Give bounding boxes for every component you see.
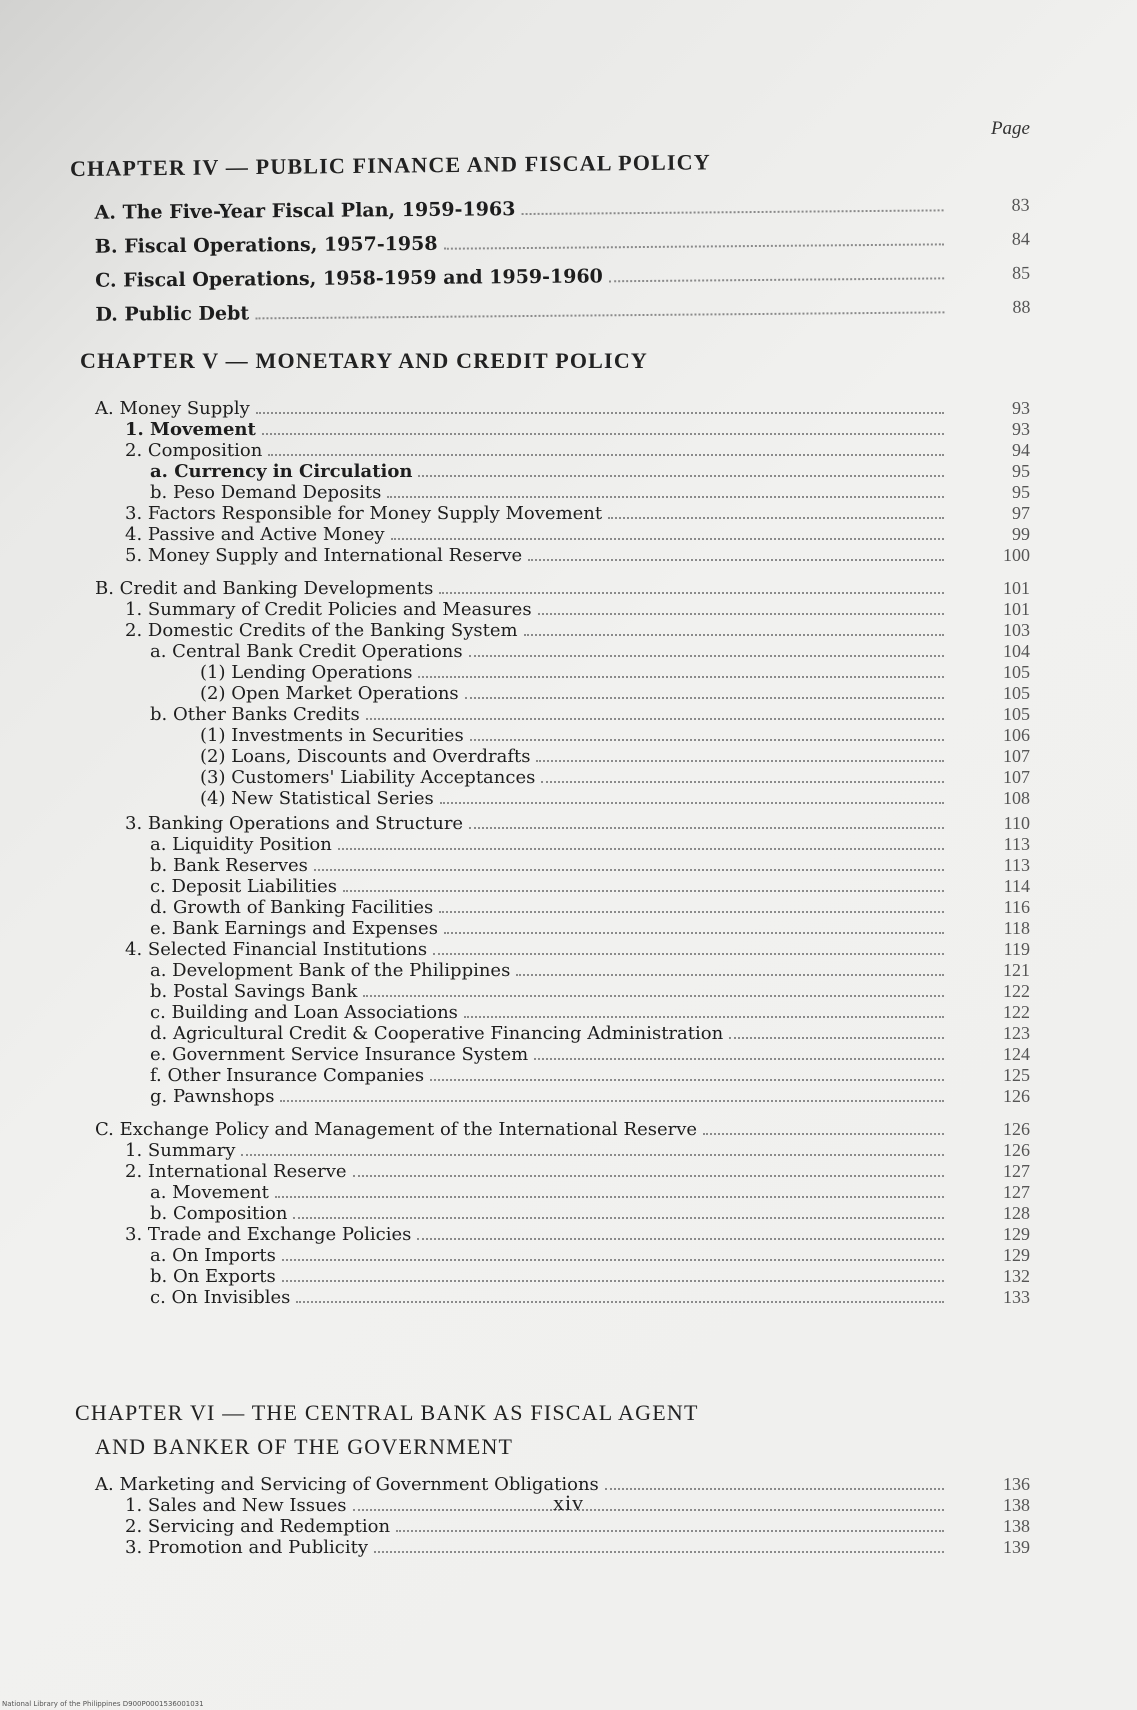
toc-entry: 1. Sales and New Issues 138: [125, 1495, 1030, 1516]
toc-entry: d. Growth of Banking Facilities 116: [150, 897, 1030, 918]
toc-entry: e. Bank Earnings and Expenses 118: [150, 918, 1030, 939]
toc-entry: (2) Open Market Operations 105: [200, 683, 1030, 704]
toc-entry: c. Deposit Liabilities 114: [150, 876, 1030, 897]
toc-entry: (1) Lending Operations 105: [200, 662, 1030, 683]
toc-entry: b. On Exports 132: [150, 1266, 1030, 1287]
toc-entry: g. Pawnshops 126: [150, 1086, 1030, 1107]
toc-entry: d. Agricultural Credit & Cooperative Financing Administration 123: [150, 1023, 1030, 1044]
toc-entry: A. Money Supply 93: [95, 398, 1030, 419]
toc-entry: (1) Investments in Securities 106: [200, 725, 1030, 746]
scan-credit: National Library of the Philippines D900P0001536001031: [2, 1700, 204, 1708]
toc-entry: 2. Composition 94: [125, 440, 1030, 461]
toc-entry: a. Central Bank Credit Operations 104: [150, 641, 1030, 662]
toc-entry: (3) Customers' Liability Acceptances 107: [200, 767, 1030, 788]
toc-entry: 3. Trade and Exchange Policies 129: [125, 1224, 1030, 1245]
toc-entry: 4. Selected Financial Institutions 119: [125, 939, 1030, 960]
toc-entry: 1. Summary of Credit Policies and Measures 101: [125, 599, 1030, 620]
toc-entry: D. Public Debt 88: [95, 296, 1031, 326]
toc-entry: 3. Factors Responsible for Money Supply Movement 97: [125, 503, 1030, 524]
toc-entry: (4) New Statistical Series 108: [200, 788, 1030, 809]
chapter-iv-title: CHAPTER IV — PUBLIC FINANCE AND FISCAL POLICY: [69, 149, 712, 181]
toc-entry: A. The Five-Year Fiscal Plan, 1959-1963 83: [94, 194, 1030, 224]
toc-entry: 4. Passive and Active Money 99: [125, 524, 1030, 545]
chapter-vi-title-line1: CHAPTER VI — THE CENTRAL BANK AS FISCAL AGENT: [75, 1400, 699, 1425]
toc-entry: B. Credit and Banking Developments 101: [95, 578, 1030, 599]
toc-entry: b. Other Banks Credits 105: [150, 704, 1030, 725]
chapter-v-entries: [70, 398, 1030, 1308]
toc-entry: b. Bank Reserves 113: [150, 855, 1030, 876]
toc-entry: 3. Promotion and Publicity 139: [125, 1537, 1030, 1558]
chapter-vi-title-line2: AND BANKER OF THE GOVERNMENT: [95, 1434, 514, 1459]
toc-entry: e. Government Service Insurance System 124: [150, 1044, 1030, 1065]
toc-entry: A. Marketing and Servicing of Government Obligations 136: [95, 1474, 1030, 1495]
toc-entry: c. On Invisibles 133: [150, 1287, 1030, 1308]
toc-entry: C. Exchange Policy and Management of the International Reserve 126: [95, 1119, 1030, 1140]
chapter-iv-entries: [69, 188, 1030, 332]
toc-entry: 2. International Reserve 127: [125, 1161, 1030, 1182]
toc-entry: b. Postal Savings Bank 122: [150, 981, 1030, 1002]
toc-entry: (2) Loans, Discounts and Overdrafts 107: [200, 746, 1030, 767]
toc-entry: f. Other Insurance Companies 125: [150, 1065, 1030, 1086]
toc-entry: 5. Money Supply and International Reserve 100: [125, 545, 1030, 566]
toc-entry: c. Building and Loan Associations 122: [150, 1002, 1030, 1023]
page-number: xiv: [552, 1490, 585, 1515]
toc-entry: C. Fiscal Operations, 1958-1959 and 1959-1960 85: [95, 262, 1031, 292]
toc-entry: b. Peso Demand Deposits 95: [150, 482, 1030, 503]
toc-entry: 1. Summary 126: [125, 1140, 1030, 1161]
toc-entry: B. Fiscal Operations, 1957-1958 84: [94, 228, 1030, 258]
toc-entry: a. On Imports 129: [150, 1245, 1030, 1266]
chapter-vi-entries: [70, 1474, 1030, 1558]
page-column-label: Page: [990, 118, 1030, 139]
toc-entry: b. Composition 128: [150, 1203, 1030, 1224]
toc-entry: 2. Servicing and Redemption 138: [125, 1516, 1030, 1537]
toc-entry: a. Currency in Circulation 95: [150, 461, 1030, 482]
toc-entry: 2. Domestic Credits of the Banking System 103: [125, 620, 1030, 641]
toc-entry: a. Movement 127: [150, 1182, 1030, 1203]
toc-entry: a. Development Bank of the Philippines 121: [150, 960, 1030, 981]
chapter-v-title: CHAPTER V — MONETARY AND CREDIT POLICY: [80, 348, 648, 373]
toc-entry: 1. Movement 93: [125, 419, 1030, 440]
toc-entry: a. Liquidity Position 113: [150, 834, 1030, 855]
toc-entry: 3. Banking Operations and Structure 110: [125, 813, 1030, 834]
